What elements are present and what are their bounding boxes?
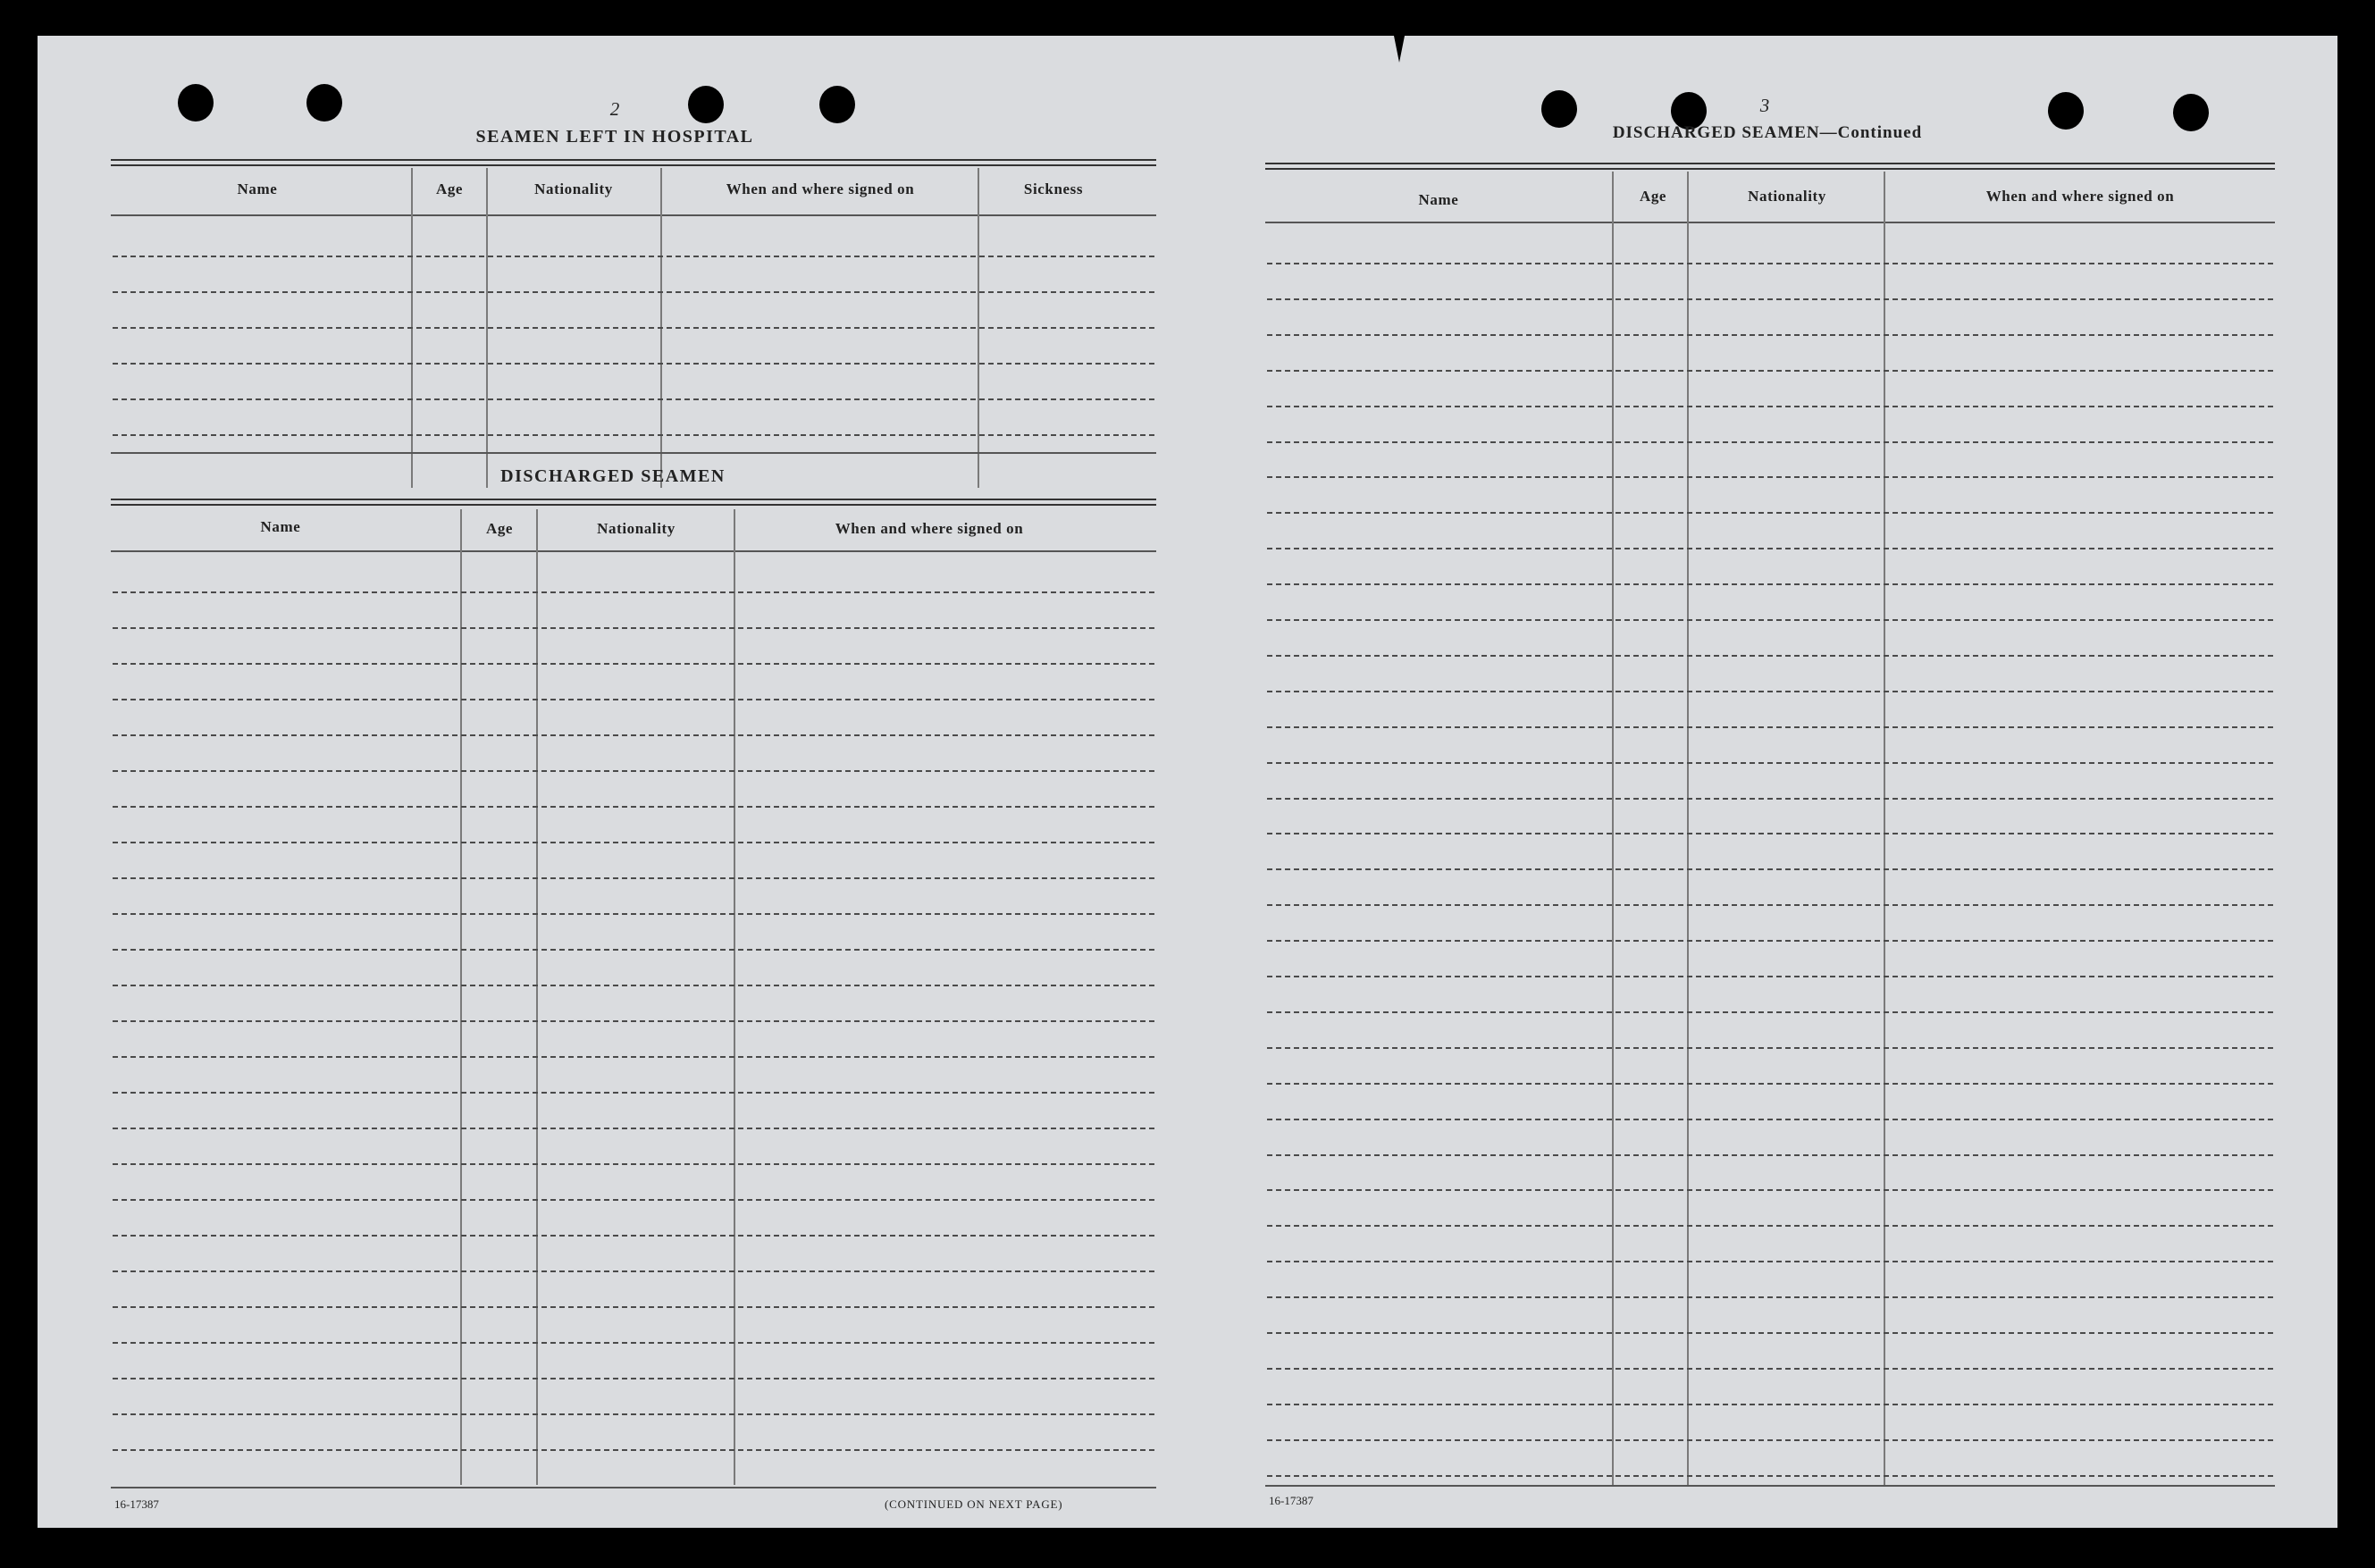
punch-hole	[178, 84, 214, 122]
table-row	[1267, 476, 2273, 478]
col-header-age: Age	[485, 520, 514, 537]
page-number: 2	[609, 98, 620, 120]
table-row	[113, 1092, 1154, 1094]
table-row	[1267, 298, 2273, 300]
table-row	[1267, 583, 2273, 585]
table-row	[113, 913, 1154, 915]
section-rule	[1265, 168, 2275, 170]
table-row	[1267, 1261, 2273, 1262]
section-title-discharged: DISCHARGED SEAMEN	[500, 466, 726, 486]
col-header-name: Name	[237, 180, 278, 197]
table-row	[1267, 1332, 2273, 1334]
table-row	[113, 1020, 1154, 1022]
table-row	[1267, 904, 2273, 906]
table-row	[113, 663, 1154, 665]
column-divider	[536, 509, 538, 1485]
section-title-hospital: SEAMEN LEFT IN HOSPITAL	[475, 127, 754, 147]
col-header-nationality: Nationality	[597, 520, 676, 537]
table-row	[1267, 726, 2273, 728]
table-row	[113, 806, 1154, 808]
table-row	[1267, 1189, 2273, 1191]
table-row	[113, 1342, 1154, 1344]
column-divider	[1612, 172, 1614, 1485]
table-row	[113, 985, 1154, 986]
form-number: 16-17387	[1269, 1494, 1313, 1507]
table-row	[1267, 868, 2273, 870]
table-row	[113, 1270, 1154, 1272]
table-row	[1267, 1475, 2273, 1477]
table-row	[113, 398, 1154, 400]
header-rule	[111, 214, 1156, 216]
table-row	[113, 734, 1154, 736]
table-row	[1267, 406, 2273, 407]
table-row	[113, 363, 1154, 365]
table-row	[1267, 1439, 2273, 1441]
punch-hole	[2173, 94, 2209, 131]
table-row	[113, 434, 1154, 436]
table-row	[113, 1163, 1154, 1165]
table-row	[1267, 1047, 2273, 1049]
table-row	[1267, 1296, 2273, 1298]
table-row	[113, 770, 1154, 772]
column-divider	[734, 509, 735, 1485]
punch-hole	[688, 86, 724, 123]
table-row	[113, 949, 1154, 951]
punch-hole	[2048, 92, 2084, 130]
col-header-name: Name	[1418, 191, 1459, 208]
column-divider	[1884, 172, 1885, 1485]
table-row	[1267, 976, 2273, 977]
table-row	[113, 591, 1154, 593]
table-row	[1267, 1154, 2273, 1156]
col-header-signed-on: When and where signed on	[726, 180, 915, 197]
section-rule	[111, 164, 1156, 166]
table-bottom-rule	[111, 1487, 1156, 1488]
table-row	[113, 699, 1154, 700]
col-header-nationality: Nationality	[534, 180, 613, 197]
table-row	[113, 1413, 1154, 1415]
table-row	[1267, 334, 2273, 336]
table-row	[113, 256, 1154, 257]
table-row	[1267, 655, 2273, 657]
section-rule	[111, 504, 1156, 506]
col-header-nationality: Nationality	[1748, 188, 1826, 205]
table-row	[113, 842, 1154, 843]
form-sheet	[38, 36, 2337, 1528]
table-row	[1267, 1368, 2273, 1370]
table-bottom-rule	[1265, 1485, 2275, 1487]
sheet-notch	[1394, 36, 1405, 63]
punch-hole	[1541, 90, 1577, 128]
table-row	[1267, 1225, 2273, 1227]
section-rule	[111, 499, 1156, 500]
table-row	[113, 1199, 1154, 1201]
header-rule	[111, 550, 1156, 552]
table-row	[113, 1128, 1154, 1129]
table-row	[1267, 370, 2273, 372]
table-row	[1267, 512, 2273, 514]
table-row	[113, 1056, 1154, 1058]
col-header-signed-on: When and where signed on	[1985, 188, 2175, 205]
table-row	[1267, 762, 2273, 764]
punch-hole	[306, 84, 342, 122]
table-row	[113, 1449, 1154, 1451]
table-row	[1267, 798, 2273, 800]
table-row	[1267, 833, 2273, 834]
section-rule	[1265, 163, 2275, 164]
header-rule	[1265, 222, 2275, 223]
form-number: 16-17387	[114, 1497, 159, 1511]
col-header-signed-on: When and where signed on	[835, 520, 1024, 537]
table-row	[113, 327, 1154, 329]
punch-hole	[819, 86, 855, 123]
continued-note: (CONTINUED ON NEXT PAGE)	[885, 1497, 1063, 1511]
table-row	[113, 627, 1154, 629]
table-row	[113, 291, 1154, 293]
column-divider	[1687, 172, 1689, 1485]
table-row	[1267, 1011, 2273, 1013]
col-header-age: Age	[1639, 188, 1667, 205]
col-header-sickness: Sickness	[1023, 180, 1084, 197]
table-row	[1267, 1083, 2273, 1085]
table-row	[1267, 441, 2273, 443]
table-row	[113, 877, 1154, 879]
table-row	[1267, 1404, 2273, 1405]
table-row	[113, 1306, 1154, 1308]
section-rule	[111, 159, 1156, 161]
table-row	[1267, 548, 2273, 549]
section-title-discharged-continued: DISCHARGED SEAMEN—Continued	[1612, 123, 1923, 142]
table-row	[1267, 940, 2273, 942]
table-row	[1267, 1119, 2273, 1120]
table-row	[1267, 691, 2273, 692]
col-header-name: Name	[260, 518, 301, 535]
table-row	[113, 1378, 1154, 1379]
table-row	[1267, 619, 2273, 621]
col-header-age: Age	[435, 180, 464, 197]
column-divider	[460, 509, 462, 1485]
table-row	[1267, 263, 2273, 264]
page-number: 3	[1759, 95, 1770, 116]
section-rule	[111, 452, 1156, 454]
table-row	[113, 1235, 1154, 1237]
